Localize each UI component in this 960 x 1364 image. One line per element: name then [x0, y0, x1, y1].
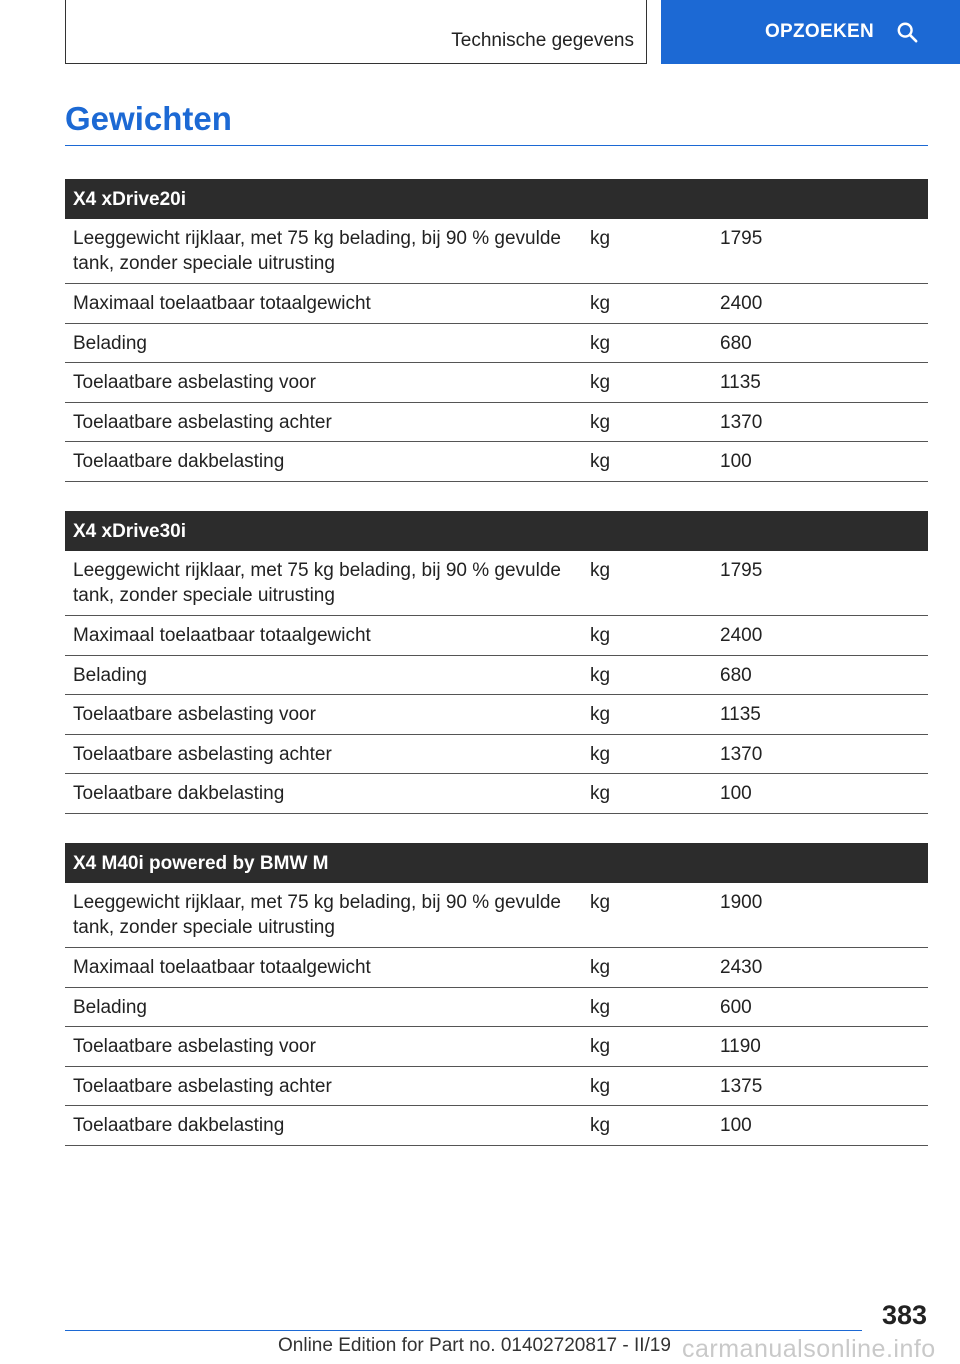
spec-table-xdrive30i: [65, 511, 928, 814]
row-label: Maximaal toelaatbaar totaalgewicht: [73, 293, 371, 314]
table-row: [65, 324, 928, 364]
row-value: 100: [720, 1115, 752, 1136]
row-unit: kg: [590, 783, 611, 804]
title-divider: [65, 145, 928, 146]
row-unit: kg: [590, 664, 611, 686]
row-unit: kg: [590, 411, 611, 433]
table-row: [65, 1067, 928, 1107]
table-row: [65, 988, 928, 1028]
table-row: [65, 403, 928, 443]
table-row: [65, 1106, 928, 1146]
row-value: 1135: [720, 372, 761, 393]
table-row: [65, 656, 928, 696]
row-value: 2430: [720, 957, 763, 978]
row-unit: kg: [590, 293, 611, 314]
row-label: Toelaatbare asbelasting achter: [73, 411, 332, 433]
row-unit: kg: [590, 332, 611, 354]
table-header: X4 xDrive20i: [65, 179, 928, 219]
table-row: [65, 616, 928, 656]
row-label: Toelaatbare dakbelasting: [73, 783, 285, 804]
row-unit: kg: [590, 957, 611, 978]
row-label: Toelaatbare asbelasting achter: [73, 743, 332, 765]
row-value: 600: [720, 996, 752, 1018]
table-row: [65, 774, 928, 814]
page-number: 383: [881, 1300, 927, 1330]
row-label: Toelaatbare asbelasting voor: [73, 372, 316, 393]
table-row: [65, 948, 928, 988]
search-button-label: OPZOEKEN: [764, 21, 874, 42]
row-unit: kg: [590, 892, 611, 913]
row-label: Maximaal toelaatbaar totaalgewicht: [73, 625, 371, 646]
table-row: [65, 363, 928, 403]
spec-table-m40i: [65, 843, 928, 1146]
row-label: Toelaatbare asbelasting voor: [73, 1036, 316, 1057]
table-row: [65, 695, 928, 735]
table-header: X4 M40i powered by BMW M: [65, 843, 928, 883]
row-unit: kg: [590, 625, 611, 646]
table-row: [65, 735, 928, 775]
row-label: Maximaal toelaatbaar totaalgewicht: [73, 957, 371, 978]
row-value: 1795: [720, 228, 763, 249]
row-unit: kg: [590, 996, 611, 1018]
row-value: 2400: [720, 293, 763, 314]
row-label: Leeggewicht rijklaar, met 75 kg belading, bij 90 % gevulde tank, zonder speciale uitrusting: [73, 228, 561, 274]
row-label: Toelaatbare dakbelasting: [73, 1115, 285, 1136]
row-label: Leeggewicht rijklaar, met 75 kg belading, bij 90 % gevulde tank, zonder speciale uitrusting: [73, 892, 561, 938]
row-unit: kg: [590, 228, 611, 249]
row-value: 100: [720, 451, 752, 472]
row-label: Toelaatbare asbelasting achter: [73, 1075, 332, 1097]
search-icon: [896, 21, 918, 43]
row-label: Leeggewicht rijklaar, met 75 kg belading, bij 90 % gevulde tank, zonder speciale uitrusting: [73, 560, 561, 606]
search-button[interactable]: [661, 0, 960, 64]
section-title: Technische gegevens: [451, 30, 634, 51]
row-unit: kg: [590, 1115, 611, 1136]
row-label: Belading: [73, 996, 147, 1018]
header-section-box: [65, 0, 647, 64]
row-unit: kg: [590, 1036, 611, 1057]
table-row: [65, 883, 928, 948]
table-row: [65, 284, 928, 324]
footer-divider: [65, 1330, 862, 1331]
table-row: [65, 442, 928, 482]
row-value: 1135: [720, 704, 761, 725]
row-value: 2400: [720, 625, 763, 646]
row-value: 680: [720, 332, 752, 354]
row-unit: kg: [590, 560, 611, 581]
table-row: [65, 1027, 928, 1067]
row-value: 1375: [720, 1075, 763, 1097]
watermark: carmanualsonline.info: [682, 1335, 936, 1363]
row-unit: kg: [590, 1075, 611, 1097]
row-value: 1190: [720, 1036, 761, 1057]
row-value: 100: [720, 783, 752, 804]
spec-table-xdrive20i: [65, 179, 928, 482]
edition-text: Online Edition for Part no. 01402720817 - II/19: [278, 1335, 671, 1356]
row-label: Belading: [73, 332, 147, 354]
row-unit: kg: [590, 372, 611, 393]
row-label: Toelaatbare asbelasting voor: [73, 704, 316, 725]
row-label: Toelaatbare dakbelasting: [73, 451, 285, 472]
row-unit: kg: [590, 451, 611, 472]
table-row: [65, 551, 928, 616]
row-value: 1795: [720, 560, 763, 581]
table-row: [65, 219, 928, 284]
row-value: 1370: [720, 411, 763, 433]
row-value: 1370: [720, 743, 763, 765]
row-label: Belading: [73, 664, 147, 686]
table-header: X4 xDrive30i: [65, 511, 928, 551]
row-value: 1900: [720, 892, 763, 913]
row-unit: kg: [590, 743, 611, 765]
row-value: 680: [720, 664, 752, 686]
row-unit: kg: [590, 704, 611, 725]
page-title: Gewichten: [65, 100, 232, 137]
